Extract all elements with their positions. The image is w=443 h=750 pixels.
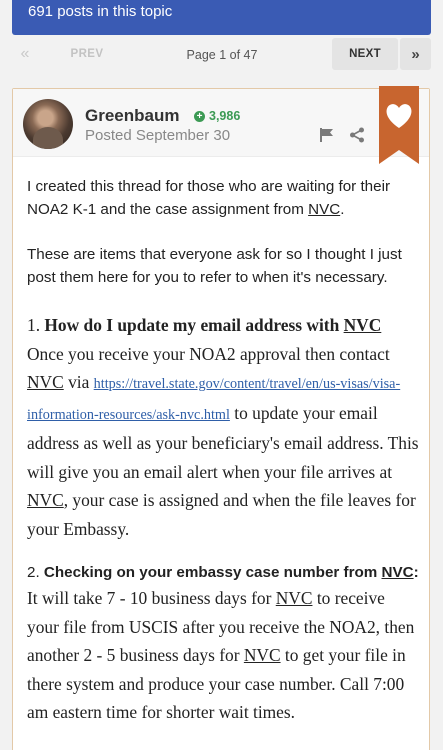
post-header <box>13 89 429 157</box>
item-2 <box>27 561 419 727</box>
item-1-number: 1. <box>27 315 45 335</box>
forum-post <box>12 88 430 750</box>
post-content <box>27 175 419 727</box>
avatar[interactable] <box>23 99 73 149</box>
colon: : <box>413 564 419 581</box>
author-name[interactable]: Greenbaum <box>85 106 180 125</box>
nvc-link[interactable]: NVC <box>343 315 382 335</box>
item-1-text: via <box>63 372 94 392</box>
item-2-heading <box>27 561 419 584</box>
item-2-text <box>27 584 419 727</box>
page-indicator[interactable]: Page 1 of 47 <box>186 48 258 62</box>
intro-text: I created this thread for those who are waiting for their NOA2 K-1 and the case assignment from <box>27 178 391 218</box>
nvc-link[interactable]: NVC <box>275 588 313 608</box>
pagination <box>12 38 431 70</box>
double-chevron-left-icon: « <box>20 45 30 62</box>
item-2-text-c: to get your file in there system and produce your case number. Call 7:00 am eastern time for shorter wait times. <box>27 645 406 722</box>
plus-icon: + <box>194 111 205 122</box>
item-1-text: Once you receive your NOA2 approval then contact <box>27 343 390 364</box>
next-page-button[interactable]: NEXT <box>332 38 398 70</box>
nvc-link[interactable]: NVC <box>381 564 414 581</box>
nvc-link[interactable]: NVC <box>27 372 64 392</box>
topic-post-count-bar <box>12 0 431 35</box>
item-2-text-b: to receive your file from USCIS after you receive the NOA2, then another 2 - 5 business days for <box>27 588 415 665</box>
item-1-title: How do I update my email address with <box>44 315 344 335</box>
item-1-text: , your case is assigned and when the file leaves for your Embassy. <box>27 490 416 539</box>
nvc-link[interactable]: NVC <box>243 645 281 665</box>
flag-icon[interactable] <box>319 127 335 143</box>
share-icon[interactable] <box>349 127 365 143</box>
intro-paragraph <box>27 175 419 221</box>
item-2-text-a: It will take 7 - 10 business days for <box>27 588 276 608</box>
double-chevron-right-icon: » <box>411 45 420 63</box>
reputation-count: 3,986 <box>209 109 241 123</box>
nvc-link[interactable]: NVC <box>27 490 64 510</box>
item-2-title: Checking on your embassy case number from <box>43 564 382 581</box>
reputation-badge[interactable] <box>194 109 240 123</box>
last-page-button[interactable] <box>400 38 431 70</box>
item-1 <box>27 311 419 543</box>
period: . <box>340 201 345 218</box>
first-page-button[interactable] <box>12 38 38 70</box>
heart-icon[interactable] <box>379 86 419 164</box>
post-count-text: 691 posts in this topic <box>28 3 173 20</box>
prev-page-button[interactable]: PREV <box>40 38 134 70</box>
post-date[interactable]: Posted September 30 <box>85 127 231 144</box>
second-paragraph: These are items that everyone ask for so I thought I just post them here for you to refer to when it's necessary. <box>27 246 402 286</box>
item-2-number: 2. <box>27 564 44 581</box>
item-1-text: to update your email address as well as your beneficiary's email address. This will give you an email alert when your file arrives at <box>27 402 419 482</box>
ask-nvc-link[interactable]: https://travel.state.gov/content/travel/en/us-visas/visa-information-resources/ask-nvc.html <box>27 376 401 423</box>
nvc-link[interactable]: NVC <box>308 201 341 218</box>
